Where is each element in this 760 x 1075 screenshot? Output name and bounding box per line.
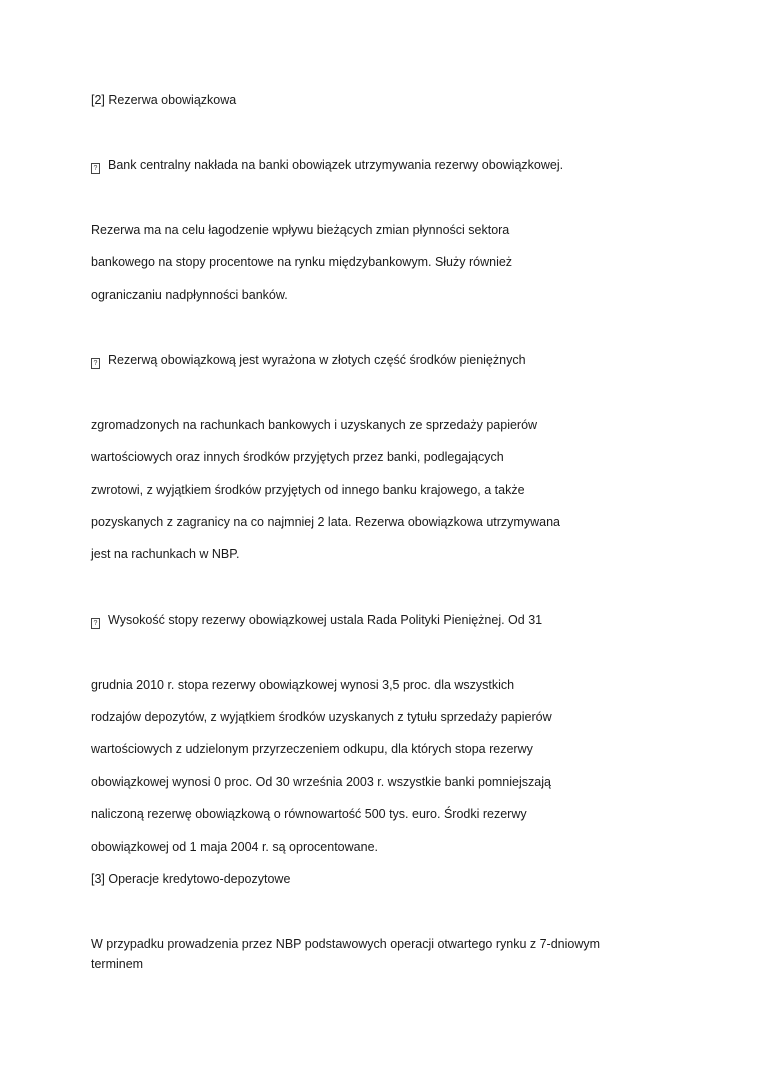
bullet-item xyxy=(91,612,542,629)
paragraph-line: naliczoną rezerwę obowiązkową o równowartość 500 tys. euro. Środki rezerwy xyxy=(91,807,527,821)
section-3-heading: [3] Operacje kredytowo-depozytowe xyxy=(91,872,291,886)
paragraph-line: grudnia 2010 r. stopa rezerwy obowiązkowej wynosi 3,5 proc. dla wszystkich xyxy=(91,678,515,692)
paragraph-line: ograniczaniu nadpłynności banków. xyxy=(91,288,288,302)
paragraph-line: bankowego na stopy procentowe na rynku międzybankowym. Służy również xyxy=(91,255,513,269)
paragraph-line: zgromadzonych na rachunkach bankowych i uzyskanych ze sprzedaży papierów xyxy=(91,418,538,432)
paragraph-line: zwrotowi, z wyjątkiem środków przyjętych od innego banku krajowego, a także xyxy=(91,483,525,497)
bullet-item xyxy=(91,157,563,174)
paragraph-line: Rezerwa ma na celu łagodzenie wpływu bieżących zmian płynności sektora xyxy=(91,223,510,237)
section-2-heading: [2] Rezerwa obowiązkowa xyxy=(91,93,237,107)
paragraph-line: wartościowych z udzielonym przyrzeczeniem odkupu, dla których stopa rezerwy xyxy=(91,742,533,756)
bullet-text: Bank centralny nakłada na banki obowiązek utrzymywania rezerwy obowiązkowej. xyxy=(108,158,564,172)
paragraph-line: obowiązkowej od 1 maja 2004 r. są oprocentowane. xyxy=(91,840,378,854)
missing-glyph-bullet-icon: ? xyxy=(91,358,100,369)
paragraph-line: rodzajów depozytów, z wyjątkiem środków uzyskanych z tytułu sprzedaży papierów xyxy=(91,710,552,724)
paragraph-line: W przypadku prowadzenia przez NBP podstawowych operacji otwartego rynku z 7-dniowym xyxy=(91,937,601,951)
paragraph-line: obowiązkowej wynosi 0 proc. Od 30 września 2003 r. wszystkie banki pomniejszają xyxy=(91,775,551,789)
missing-glyph-bullet-icon: ? xyxy=(91,163,100,174)
missing-glyph-bullet-icon: ? xyxy=(91,618,100,629)
bullet-item xyxy=(91,352,526,369)
paragraph-line: jest na rachunkach w NBP. xyxy=(91,547,240,561)
paragraph-line: wartościowych oraz innych środków przyjętych przez banki, podlegających xyxy=(91,450,504,464)
paragraph-line: pozyskanych z zagranicy na co najmniej 2 lata. Rezerwa obowiązkowa utrzymywana xyxy=(91,515,560,529)
bullet-text: Rezerwą obowiązkową jest wyrażona w złotych część środków pieniężnych xyxy=(108,353,526,367)
paragraph-line: terminem xyxy=(91,957,144,971)
bullet-text: Wysokość stopy rezerwy obowiązkowej ustala Rada Polityki Pieniężnej. Od 31 xyxy=(108,613,543,627)
